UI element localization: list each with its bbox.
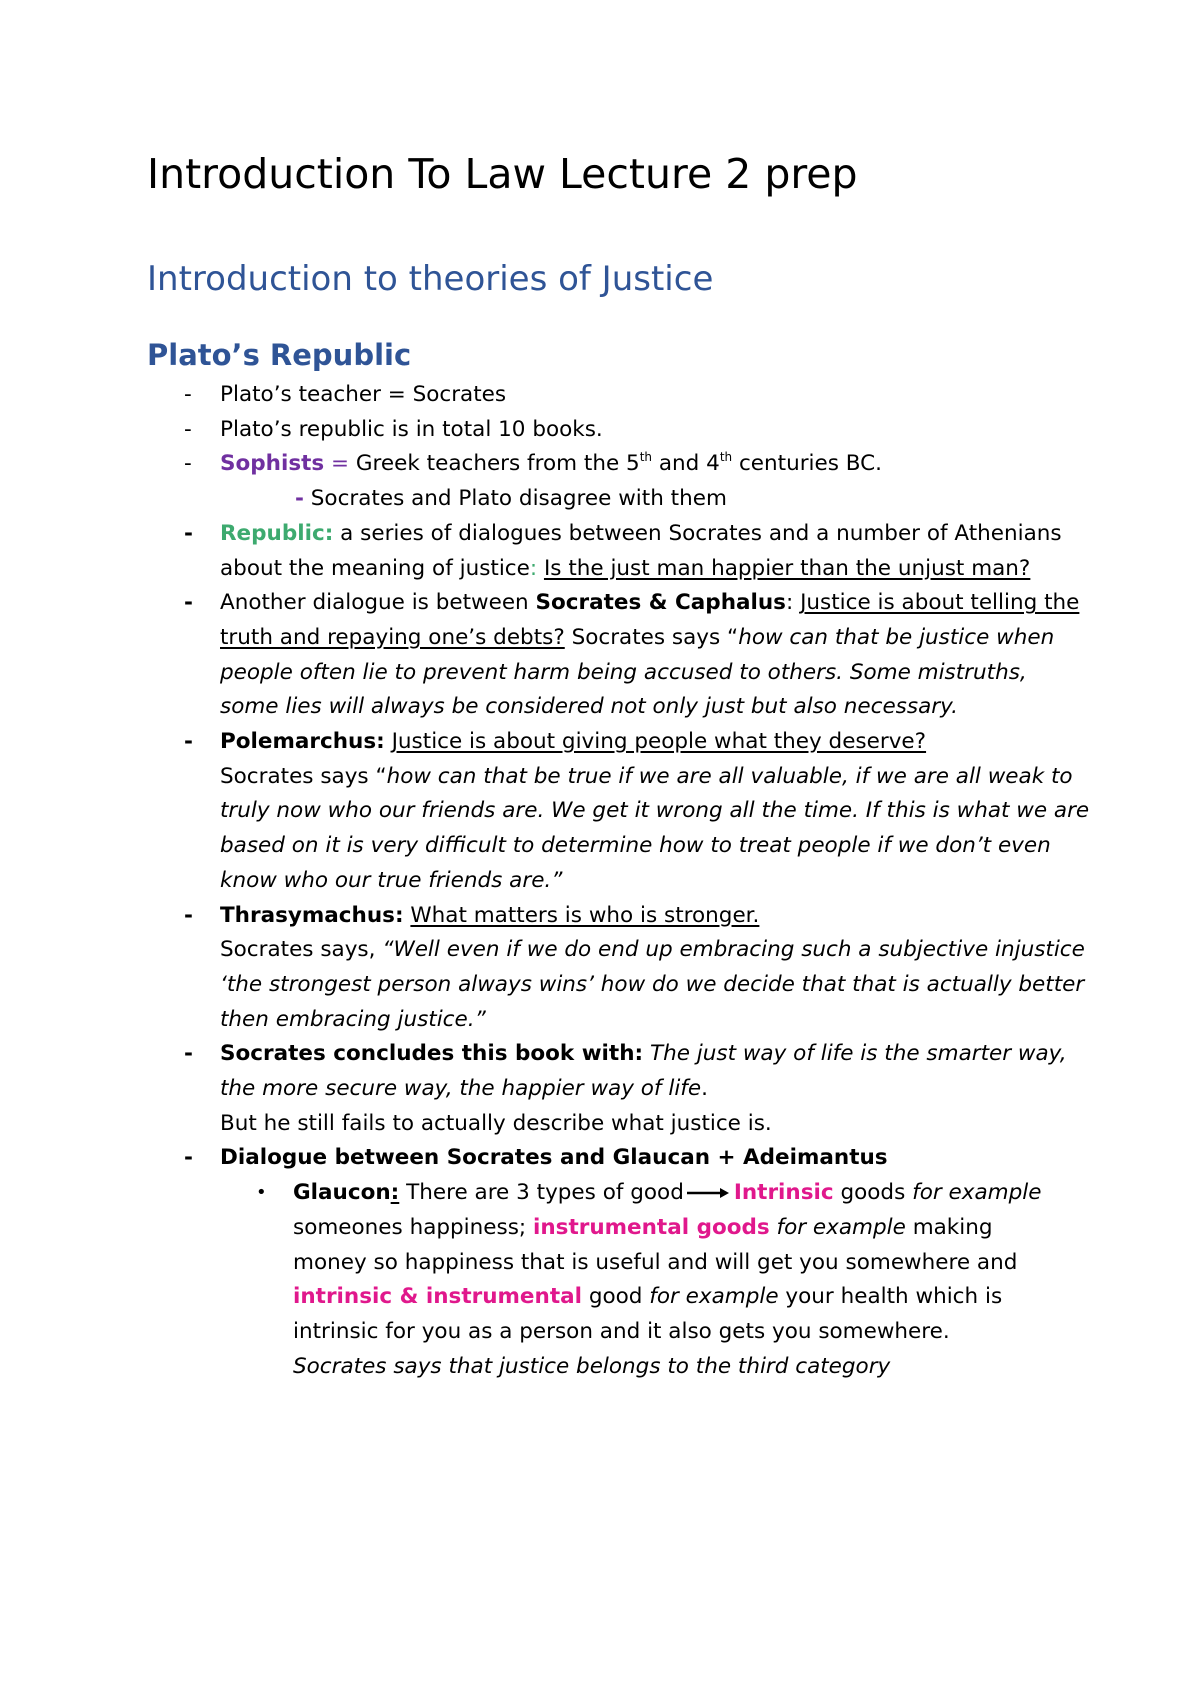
item-text: and 4 bbox=[652, 451, 720, 477]
subsection-heading: Plato’s Republic bbox=[147, 338, 412, 372]
dash-marker: - bbox=[184, 382, 192, 407]
list-item-dialogue bbox=[0, 1141, 1090, 1176]
superscript: th bbox=[639, 450, 653, 465]
colon: : bbox=[529, 555, 538, 581]
closing-text: Socrates says that justice belongs to the third category bbox=[293, 1353, 891, 1379]
for-example: for example bbox=[649, 1284, 779, 1310]
term-instrumental: instrumental goods bbox=[532, 1214, 770, 1240]
item-text: your health which is intrinsic for you as a person and it also gets you somewhere. bbox=[293, 1284, 1003, 1344]
bullet-marker: • bbox=[256, 1182, 267, 1204]
item-text: Plato’s teacher = Socrates bbox=[220, 382, 507, 407]
period: . bbox=[701, 1076, 708, 1102]
dash-marker: - bbox=[184, 520, 193, 546]
list-item-books bbox=[0, 413, 1090, 448]
for-example: for example bbox=[769, 1214, 906, 1240]
term-intrinsic: Intrinsic bbox=[733, 1180, 834, 1206]
item-text: good bbox=[581, 1284, 650, 1310]
dash-marker: - bbox=[184, 902, 193, 928]
list-item-thrasymachus bbox=[0, 899, 1090, 1038]
sub-dash-marker: - bbox=[295, 486, 304, 512]
item-text: making money so happiness that is useful and will get you somewhere and bbox=[293, 1214, 1018, 1275]
dash-marker: - bbox=[184, 1145, 193, 1171]
dash-marker: - bbox=[184, 451, 192, 477]
list-item-teacher bbox=[0, 378, 1090, 413]
document-title: Introduction To Law Lecture 2 prep bbox=[147, 150, 858, 198]
arrow-right-icon bbox=[686, 1186, 730, 1200]
speaker-name: Glaucon bbox=[293, 1180, 391, 1206]
equals-sign: = bbox=[331, 451, 350, 477]
item-text: Socrates says “ bbox=[220, 763, 387, 789]
item-text: Socrates says “ bbox=[564, 624, 739, 650]
item-text: Socrates says, bbox=[220, 937, 383, 963]
colon: : bbox=[785, 590, 801, 616]
list-item-conclusion bbox=[0, 1037, 1090, 1141]
dash-marker: - bbox=[184, 590, 193, 616]
quote-text: “Well even if we do end up embracing such a subjective injustice ‘the strongest person always wins’ how do we decide that that is actually better then embracing justice.” bbox=[220, 937, 1085, 1032]
question-text: Justice is about giving people what they deserve? bbox=[391, 729, 927, 755]
colon: : bbox=[390, 1180, 400, 1206]
question-text: Is the just man happier than the unjust man? bbox=[543, 555, 1031, 581]
item-text: Socrates and Plato disagree with them bbox=[303, 486, 727, 512]
quote-text: The just way of life is the smarter way, the more secure way, the happier way of life bbox=[220, 1041, 1067, 1102]
quote-text: how can that be justice when people often lie to prevent harm being accused to others. Some mistruths, some lies will always be considered not only just but also necessary. bbox=[220, 624, 1055, 720]
item-text: Plato’s republic is in total 10 books. bbox=[220, 416, 603, 442]
dialogue-label: Dialogue between Socrates and Glaucan + Adeimantus bbox=[220, 1145, 888, 1171]
dash-marker: - bbox=[184, 416, 192, 442]
names: Socrates & Caphalus bbox=[535, 590, 786, 616]
item-text: But he still fails to actually describe what justice is. bbox=[220, 1110, 772, 1136]
list-item-polemarchus bbox=[0, 725, 1090, 899]
dash-marker: - bbox=[184, 729, 193, 755]
item-text: Greek teachers from the 5 bbox=[349, 451, 640, 477]
item-text: goods bbox=[833, 1180, 913, 1206]
superscript: th bbox=[719, 450, 733, 465]
quote-text: how can that be true if we are all valuable, if we are all weak to truly now who our friends are. We get it wrong all the time. If this is what we are based on it is very difficult to determine how to treat people if we don’t even know who our true friends are.” bbox=[220, 763, 1090, 893]
item-text: Another dialogue is between bbox=[220, 590, 536, 616]
term-sophists: Sophists bbox=[220, 451, 325, 477]
term-intrinsic-instrumental: intrinsic & instrumental bbox=[293, 1284, 582, 1310]
speaker-name: Polemarchus: bbox=[220, 729, 385, 755]
notes-list bbox=[0, 378, 1200, 1384]
term-republic: Republic: bbox=[220, 520, 334, 546]
speaker-name: Thrasymachus: bbox=[220, 902, 404, 928]
dash-marker: - bbox=[184, 1041, 193, 1067]
item-text: a series of dialogues between Socrates and a number of Athenians about the meaning of justice bbox=[220, 520, 1062, 581]
section-heading: Introduction to theories of Justice bbox=[147, 259, 714, 299]
claim-text: What matters is who is stronger. bbox=[410, 902, 760, 928]
item-text: centuries BC. bbox=[732, 451, 883, 477]
list-item-caphalus bbox=[0, 586, 1090, 725]
list-item-republic bbox=[0, 517, 1090, 586]
list-item-sophists bbox=[0, 447, 1090, 482]
bullet-item-glaucon bbox=[0, 1176, 1053, 1384]
item-text: someones happiness; bbox=[293, 1214, 533, 1240]
conclusion-label: Socrates concludes this book with: bbox=[220, 1041, 644, 1067]
sub-item-disagree bbox=[0, 482, 1200, 517]
item-text: There are 3 types of good bbox=[399, 1180, 684, 1206]
question-text: Justice is about telling the truth and repaying one’s debts? bbox=[220, 590, 1080, 650]
for-example: for example bbox=[912, 1180, 1042, 1206]
